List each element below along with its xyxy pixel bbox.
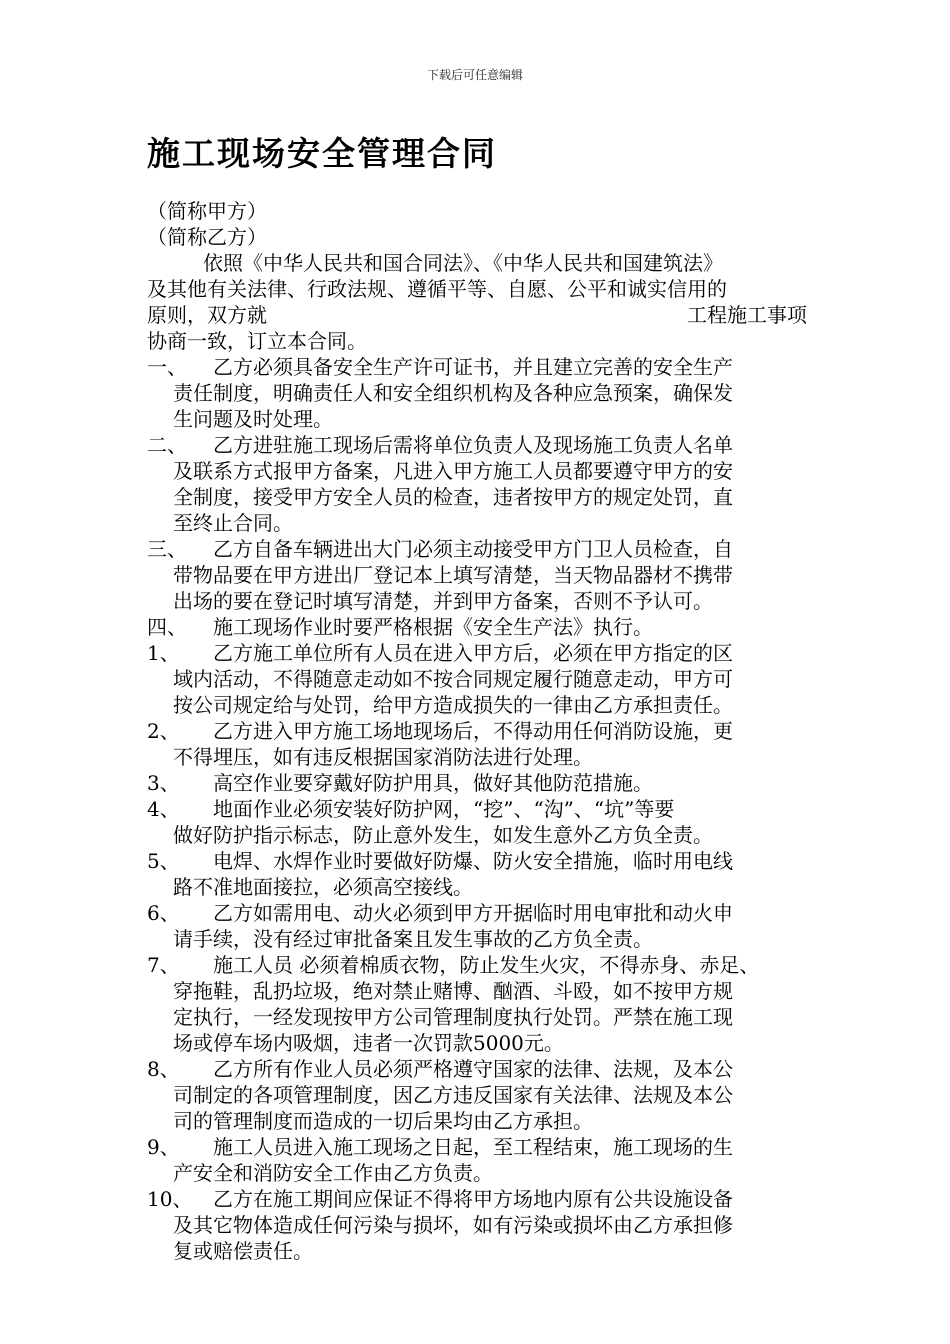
document-title: 施工现场安全管理合同 (147, 134, 497, 173)
clause-line: 按公司规定给与处罚，给甲方造成损失的一律由乙方承担责任。 (173, 693, 733, 717)
clause-line: 施工现场作业时要严格根据《安全生产法》执行。 (213, 615, 653, 639)
clause-line: 乙方施工单位所有人员在进入甲方后，必须在甲方指定的区 (213, 641, 733, 665)
clause-item (147, 1186, 807, 1264)
party-a-line: （简称甲方） (147, 199, 267, 223)
clause-line: 高空作业要穿戴好防护用具，做好其他防范措施。 (213, 771, 653, 795)
intro-line-2: 及其他有关法律、行政法规、遵循平等、自愿、公平和诚实信用的 (147, 277, 727, 301)
clause-item (147, 1134, 807, 1186)
intro-line-1: 依照《中华人民共和国合同法》、《中华人民共和国建筑法》 (203, 251, 723, 275)
clause-item (147, 536, 807, 614)
clause-number: 3、 (147, 771, 180, 795)
clause-number: 10、 (147, 1187, 193, 1211)
header-note: 下载后可任意编辑 (426, 68, 523, 82)
clause-number: 4、 (147, 797, 180, 821)
clause-line: 域内活动，不得随意走动如不按合同规定履行随意走动，甲方可 (173, 667, 733, 691)
clause-item (147, 900, 807, 952)
clause-number: 9、 (147, 1135, 180, 1159)
clause-item (147, 952, 807, 1056)
intro-line-3-left: 原则，双方就 (147, 303, 267, 327)
clause-line: 施工人员进入施工现场之日起，至工程结束，施工现场的生 (213, 1135, 733, 1159)
clause-line: 做好防护指示标志，防止意外发生，如发生意外乙方负全责。 (173, 823, 713, 847)
clause-number: 一、 (147, 355, 187, 379)
clause-line: 出场的要在登记时填写清楚，并到甲方备案，否则不予认可。 (173, 589, 713, 613)
clause-number: 二、 (147, 433, 187, 457)
intro-line-4: 协商一致，订立本合同。 (147, 329, 367, 353)
clause-number: 7、 (147, 953, 180, 977)
clause-line: 不得埋压，如有违反根据国家消防法进行处理。 (173, 745, 593, 769)
clause-line: 乙方进驻施工现场后需将单位负责人及现场施工负责人名单 (213, 433, 733, 457)
clause-number: 2、 (147, 719, 180, 743)
clause-line: 生问题及时处理。 (173, 407, 333, 431)
clause-item (147, 640, 807, 718)
clause-item (147, 796, 807, 848)
clause-line: 责任制度，明确责任人和安全组织机构及各种应急预案，确保发 (173, 381, 733, 405)
clause-item (147, 1056, 807, 1134)
clause-line: 乙方在施工期间应保证不得将甲方场地内原有公共设施设备 (213, 1187, 733, 1211)
clause-line: 电焊、水焊作业时要做好防爆、防火安全措施，临时用电线 (213, 849, 733, 873)
intro-line-3 (147, 302, 807, 328)
clause-line: 乙方所有作业人员必须严格遵守国家的法律、法规，及本公 (213, 1057, 733, 1081)
clause-line: 定执行，一经发现按甲方公司管理制度执行处罚。严禁在施工现 (173, 1005, 733, 1029)
clause-line: 及联系方式报甲方备案，凡进入甲方施工人员都要遵守甲方的安 (173, 459, 733, 483)
clause-line: 乙方自备车辆进出大门必须主动接受甲方门卫人员检查，自 (213, 537, 733, 561)
clause-number: 6、 (147, 901, 180, 925)
clause-number: 8、 (147, 1057, 180, 1081)
clause-line: 及其它物体造成任何污染与损坏，如有污染或损坏由乙方承担修 (173, 1213, 733, 1237)
clause-list (147, 354, 807, 1264)
clause-line: 请手续，没有经过审批备案且发生事故的乙方负全责。 (173, 927, 653, 951)
clause-line: 施工人员 必须着棉质衣物，防止发生火灾，不得赤身、赤足、 (213, 953, 760, 977)
clause-line: 乙方进入甲方施工场地现场后，不得动用任何消防设施，更 (213, 719, 733, 743)
clause-line: 复或赔偿责任。 (173, 1239, 313, 1263)
clause-number: 5、 (147, 849, 180, 873)
clause-item (147, 354, 807, 432)
clause-line: 全制度，接受甲方安全人员的检查，违者按甲方的规定处罚，直 (173, 485, 733, 509)
clause-item (147, 718, 807, 770)
clause-line: 地面作业必须安装好防护网，“挖”、“沟”、“坑”等要 (213, 797, 675, 821)
clause-line: 路不准地面接拉，必须高空接线。 (173, 875, 473, 899)
clause-item (147, 614, 807, 640)
party-b-line: （简称乙方） (147, 225, 267, 249)
clause-line: 产安全和消防安全工作由乙方负责。 (173, 1161, 493, 1185)
clause-item (147, 432, 807, 536)
clause-number: 1、 (147, 641, 180, 665)
clause-line: 带物品要在甲方进出厂登记本上填写清楚，当天物品器材不携带 (173, 563, 733, 587)
clause-line: 至终止合同。 (173, 511, 293, 535)
clause-line: 乙方如需用电、动火必须到甲方开据临时用电审批和动火申 (213, 901, 733, 925)
clause-line: 司制定的各项管理制度，因乙方违反国家有关法律、法规及本公 (173, 1083, 733, 1107)
clause-line: 乙方必须具备安全生产许可证书，并且建立完善的安全生产 (213, 355, 733, 379)
clause-item (147, 848, 807, 900)
clause-line: 场或停车场内吸烟，违者一次罚款5000元。 (173, 1031, 564, 1055)
clause-number: 三、 (147, 537, 187, 561)
document-body (147, 198, 807, 1264)
intro-line-3-right: 工程施工事项 (687, 303, 807, 327)
clause-item (147, 770, 807, 796)
clause-line: 司的管理制度而造成的一切后果均由乙方承担。 (173, 1109, 593, 1133)
clause-number: 四、 (147, 615, 187, 639)
clause-line: 穿拖鞋，乱扔垃圾，绝对禁止赌博、酗酒、斗殴，如不按甲方规 (173, 979, 733, 1003)
